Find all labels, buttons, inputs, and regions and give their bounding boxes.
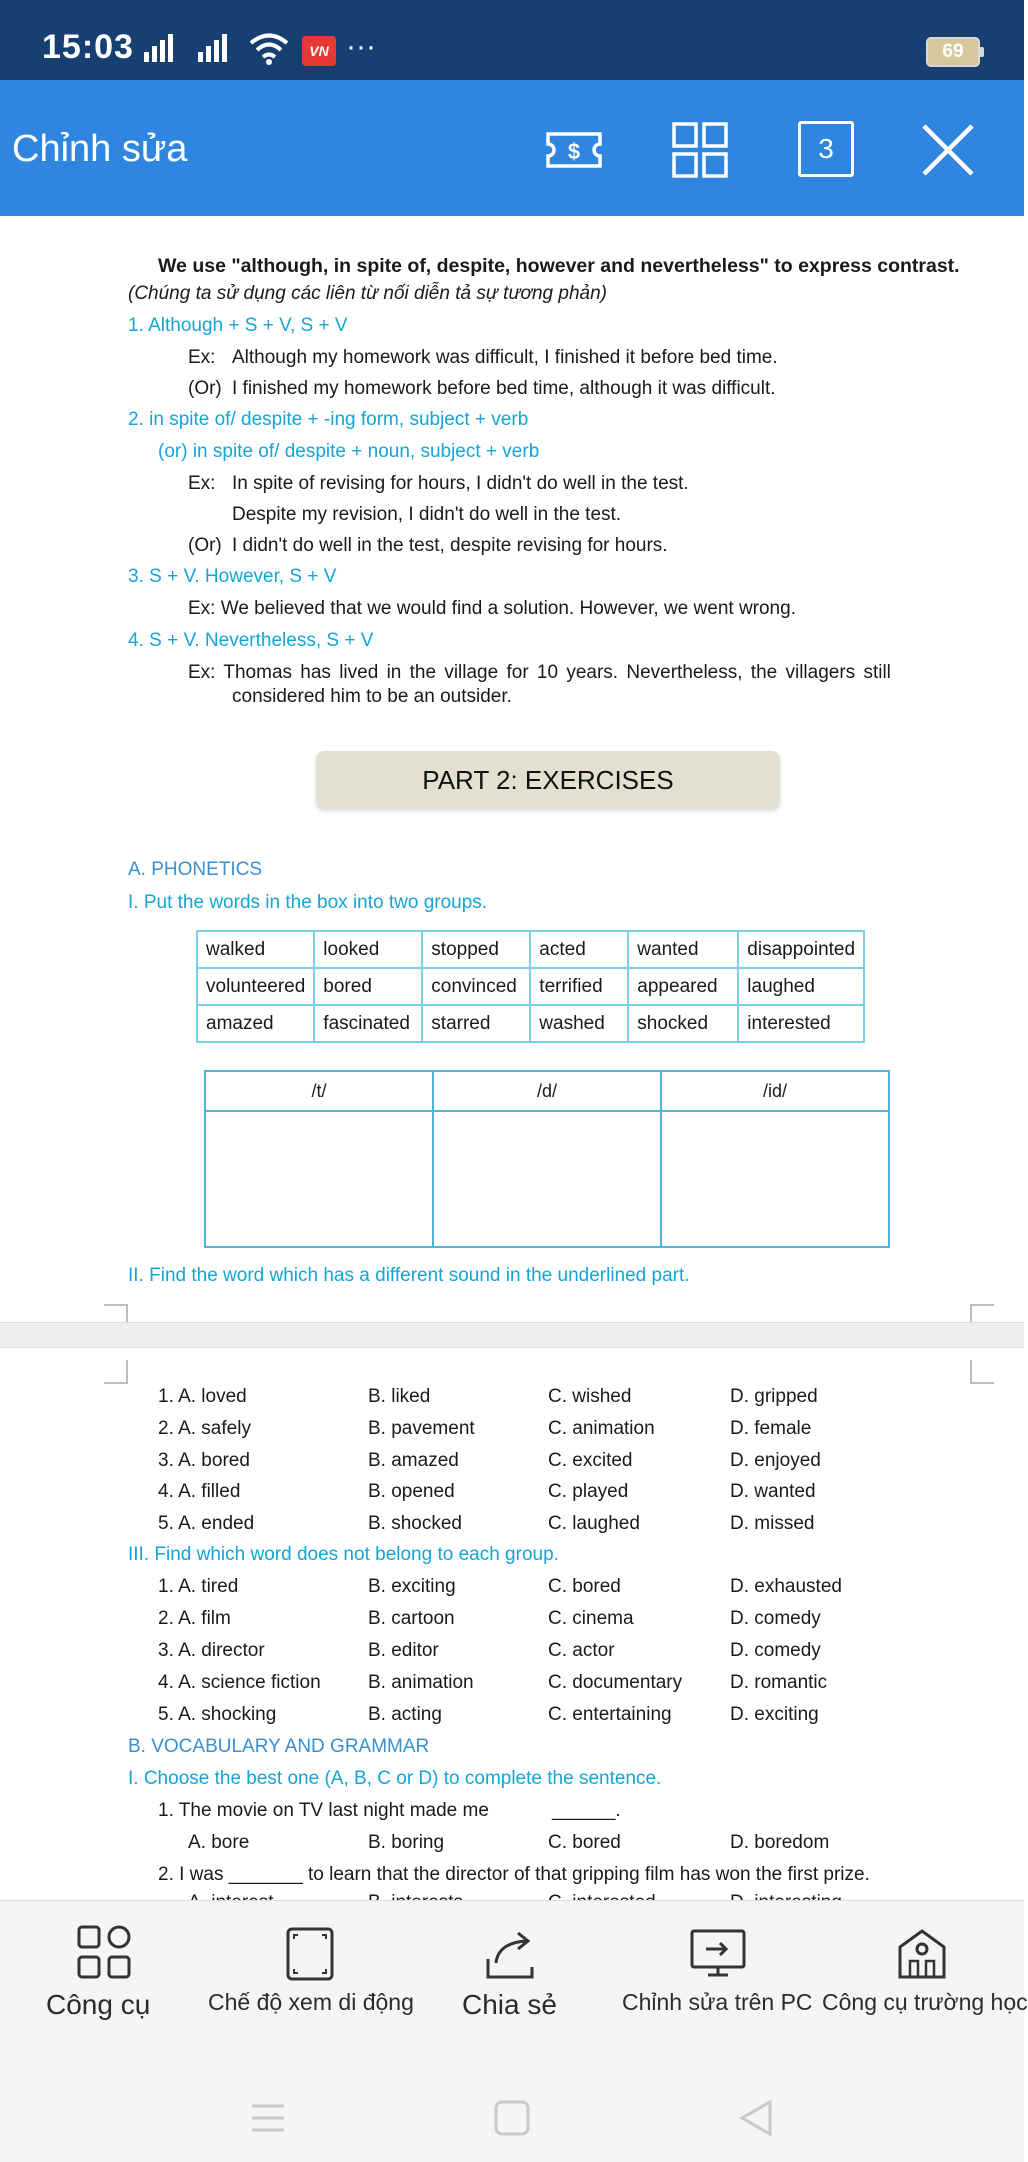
sound-groups-table bbox=[204, 1070, 890, 1248]
rule-1-or-label: (Or) bbox=[188, 378, 222, 399]
option-b: B. boring bbox=[368, 1832, 445, 1853]
page-title: Chỉnh sửa bbox=[12, 128, 188, 170]
option-a: A. bore bbox=[188, 1832, 250, 1853]
task-a2-heading: II. Find the word which has a different sound in the underlined part. bbox=[128, 1265, 690, 1286]
table-row bbox=[197, 1005, 864, 1042]
option-b: B. animation bbox=[368, 1672, 474, 1693]
option-c: C. played bbox=[548, 1481, 629, 1502]
intro-text: We use "although, in spite of, despite, however and nevertheless" to express contrast. bbox=[158, 255, 960, 277]
option-c: C. excited bbox=[548, 1450, 633, 1471]
school-tools-label: Công cụ trường học bbox=[822, 1989, 1028, 2015]
option-c: C. cinema bbox=[548, 1608, 634, 1629]
grid-icon bbox=[670, 120, 730, 180]
close-icon bbox=[918, 120, 978, 180]
option-a: 1. A. loved bbox=[158, 1386, 247, 1407]
b1-question-2: 2. I was _______ to learn that the director of that gripping film has won the first prize. bbox=[158, 1864, 870, 1885]
rule-4-example-cont: considered him to be an outsider. bbox=[232, 686, 512, 707]
table-cell: amazed bbox=[197, 1005, 314, 1042]
school-tools-button[interactable] bbox=[822, 1901, 1028, 2037]
page-corner-mark bbox=[970, 1360, 994, 1384]
rule-1-or-example: I finished my homework before bed time, although it was difficult. bbox=[232, 378, 776, 399]
table-cell: acted bbox=[530, 931, 628, 968]
table-cell: walked bbox=[197, 931, 314, 968]
document-view[interactable] bbox=[0, 216, 1024, 1900]
rule-1-heading: 1. Although + S + V, S + V bbox=[128, 315, 348, 336]
option-d: D. exhausted bbox=[730, 1576, 842, 1597]
option-d: D. exciting bbox=[730, 1704, 819, 1725]
option-a: 1. A. tired bbox=[158, 1576, 239, 1597]
rule-2-or-example: I didn't do well in the test, despite revising for hours. bbox=[232, 535, 668, 556]
rule-1-ex-label: Ex: bbox=[188, 347, 216, 368]
school-icon bbox=[892, 1923, 952, 1983]
option-d: D. boredom bbox=[730, 1832, 830, 1853]
option-d: D. wanted bbox=[730, 1481, 816, 1502]
option-d: D. comedy bbox=[730, 1640, 821, 1661]
grid-view-button[interactable] bbox=[670, 120, 730, 180]
page-count-button[interactable]: 3 bbox=[798, 121, 854, 177]
intro-translation: (Chúng ta sử dụng các liên từ nối diễn tả sự tương phản) bbox=[128, 283, 607, 304]
system-nav-bar bbox=[0, 2036, 1024, 2162]
page-break bbox=[0, 1322, 1024, 1348]
option-a: 5. A. shocking bbox=[158, 1704, 277, 1725]
word-box-table bbox=[196, 930, 865, 1043]
option-d: D. comedy bbox=[730, 1608, 821, 1629]
option-d: D. female bbox=[730, 1418, 812, 1439]
table-cell: bored bbox=[314, 968, 422, 1005]
table-row bbox=[205, 1111, 889, 1247]
wifi-icon bbox=[248, 32, 290, 71]
option-a: 3. A. bored bbox=[158, 1450, 250, 1471]
tools-button[interactable] bbox=[30, 1901, 180, 2037]
option-d: D. missed bbox=[730, 1513, 815, 1534]
option-b: B. opened bbox=[368, 1481, 455, 1502]
back-icon[interactable] bbox=[736, 2098, 776, 2138]
option-c: C. actor bbox=[548, 1640, 615, 1661]
section-b-heading: B. VOCABULARY AND GRAMMAR bbox=[128, 1736, 430, 1757]
option-c: C. entertaining bbox=[548, 1704, 672, 1725]
option-c: C. laughed bbox=[548, 1513, 640, 1534]
status-time: 15:03 bbox=[42, 28, 134, 66]
table-cell: stopped bbox=[422, 931, 530, 968]
option-c: C. bored bbox=[548, 1576, 621, 1597]
table-header-row bbox=[205, 1071, 889, 1111]
rule-2-ex-label: Ex: bbox=[188, 473, 216, 494]
option-b: B. editor bbox=[368, 1640, 439, 1661]
task-b1-heading: I. Choose the best one (A, B, C or D) to complete the sentence. bbox=[128, 1768, 662, 1789]
table-cell: fascinated bbox=[314, 1005, 422, 1042]
table-cell: laughed bbox=[738, 968, 864, 1005]
menu-icon[interactable] bbox=[248, 2098, 288, 2138]
rule-3-example: Ex: We believed that we would find a solution. However, we went wrong. bbox=[188, 598, 796, 619]
rule-2-heading: 2. in spite of/ despite + -ing form, subject + verb bbox=[128, 409, 529, 430]
rule-2-example-2: Despite my revision, I didn't do well in the test. bbox=[232, 504, 622, 525]
option-d: D. enjoyed bbox=[730, 1450, 821, 1471]
option-b: B. acting bbox=[368, 1704, 442, 1725]
table-header: /t/ bbox=[205, 1071, 433, 1111]
battery-icon: 69 bbox=[926, 37, 980, 67]
option-b: B. shocked bbox=[368, 1513, 462, 1534]
option-a: 4. A. science fiction bbox=[158, 1672, 321, 1693]
table-cell: wanted bbox=[628, 931, 738, 968]
mobile-view-icon bbox=[280, 1923, 340, 1983]
close-button[interactable] bbox=[918, 120, 978, 180]
rule-2-alt-heading: (or) in spite of/ despite + noun, subject + verb bbox=[158, 441, 540, 462]
option-b: B. pavement bbox=[368, 1418, 475, 1439]
home-icon[interactable] bbox=[492, 2098, 532, 2138]
app-notification-icon: VN bbox=[302, 36, 336, 66]
app-bar bbox=[0, 80, 1024, 216]
rule-3-heading: 3. S + V. However, S + V bbox=[128, 566, 337, 587]
tools-icon bbox=[75, 1923, 135, 1983]
table-cell[interactable] bbox=[433, 1111, 661, 1247]
svg-text:$: $ bbox=[567, 139, 581, 164]
task-a3-heading: III. Find which word does not belong to each group. bbox=[128, 1544, 559, 1565]
bottom-toolbar bbox=[0, 1900, 1028, 2037]
option-a: 2. A. film bbox=[158, 1608, 231, 1629]
table-cell: looked bbox=[314, 931, 422, 968]
rule-2-or-label: (Or) bbox=[188, 535, 222, 556]
table-cell[interactable] bbox=[661, 1111, 889, 1247]
b1-question-1: 1. The movie on TV last night made me bbox=[158, 1800, 489, 1821]
option-c: C. animation bbox=[548, 1418, 655, 1439]
share-button[interactable] bbox=[450, 1901, 574, 2037]
edit-on-pc-button[interactable] bbox=[618, 1901, 818, 2037]
edit-on-pc-label: Chỉnh sửa trên PC bbox=[622, 1989, 813, 2015]
page-corner-mark bbox=[104, 1360, 128, 1384]
table-cell: washed bbox=[530, 1005, 628, 1042]
table-cell: starred bbox=[422, 1005, 530, 1042]
table-cell[interactable] bbox=[205, 1111, 433, 1247]
rule-4-example: Ex: Thomas has lived in the village for 10 years. Nevertheless, the villagers still bbox=[188, 662, 891, 683]
more-notifications-icon: ··· bbox=[346, 30, 376, 63]
option-c: C. bored bbox=[548, 1832, 621, 1853]
share-icon bbox=[482, 1923, 542, 1983]
signal-icon bbox=[144, 34, 176, 64]
desktop-icon bbox=[688, 1923, 748, 1983]
option-c: C. documentary bbox=[548, 1672, 683, 1693]
status-bar bbox=[0, 0, 1024, 80]
table-cell: disappointed bbox=[738, 931, 864, 968]
rule-4-heading: 4. S + V. Nevertheless, S + V bbox=[128, 630, 374, 651]
table-cell: interested bbox=[738, 1005, 864, 1042]
share-label: Chia sẻ bbox=[462, 1989, 557, 2020]
option-b: B. exciting bbox=[368, 1576, 456, 1597]
option-a: 3. A. director bbox=[158, 1640, 265, 1661]
option-d: D. gripped bbox=[730, 1386, 818, 1407]
option-c: C. wished bbox=[548, 1386, 632, 1407]
table-cell: appeared bbox=[628, 968, 738, 1005]
table-cell: terrified bbox=[530, 968, 628, 1005]
part-title: PART 2: EXERCISES bbox=[316, 751, 780, 809]
mobile-view-label: Chế độ xem di động bbox=[208, 1989, 414, 2015]
ticket-dollar-icon bbox=[544, 120, 604, 180]
option-d: D. romantic bbox=[730, 1672, 828, 1693]
rule-2-example: In spite of revising for hours, I didn't do well in the test. bbox=[232, 473, 689, 494]
table-cell: shocked bbox=[628, 1005, 738, 1042]
table-cell: convinced bbox=[422, 968, 530, 1005]
table-header: /id/ bbox=[661, 1071, 889, 1111]
option-a: 4. A. filled bbox=[158, 1481, 241, 1502]
task-a1-heading: I. Put the words in the box into two groups. bbox=[128, 892, 488, 913]
option-b: B. amazed bbox=[368, 1450, 459, 1471]
table-cell: volunteered bbox=[197, 968, 314, 1005]
payment-button[interactable] bbox=[544, 120, 604, 180]
option-a: 2. A. safely bbox=[158, 1418, 251, 1439]
signal-icon-2 bbox=[198, 34, 230, 64]
b1-question-1-blank: ______. bbox=[552, 1800, 621, 1821]
option-b: B. liked bbox=[368, 1386, 431, 1407]
table-header: /d/ bbox=[433, 1071, 661, 1111]
section-a-heading: A. PHONETICS bbox=[128, 859, 263, 880]
table-row bbox=[197, 931, 864, 968]
option-a: 5. A. ended bbox=[158, 1513, 255, 1534]
rule-1-example: Although my homework was difficult, I finished it before bed time. bbox=[232, 347, 778, 368]
option-b: B. cartoon bbox=[368, 1608, 455, 1629]
tools-label: Công cụ bbox=[46, 1989, 151, 2020]
table-row bbox=[197, 968, 864, 1005]
mobile-view-button[interactable] bbox=[200, 1901, 420, 2037]
